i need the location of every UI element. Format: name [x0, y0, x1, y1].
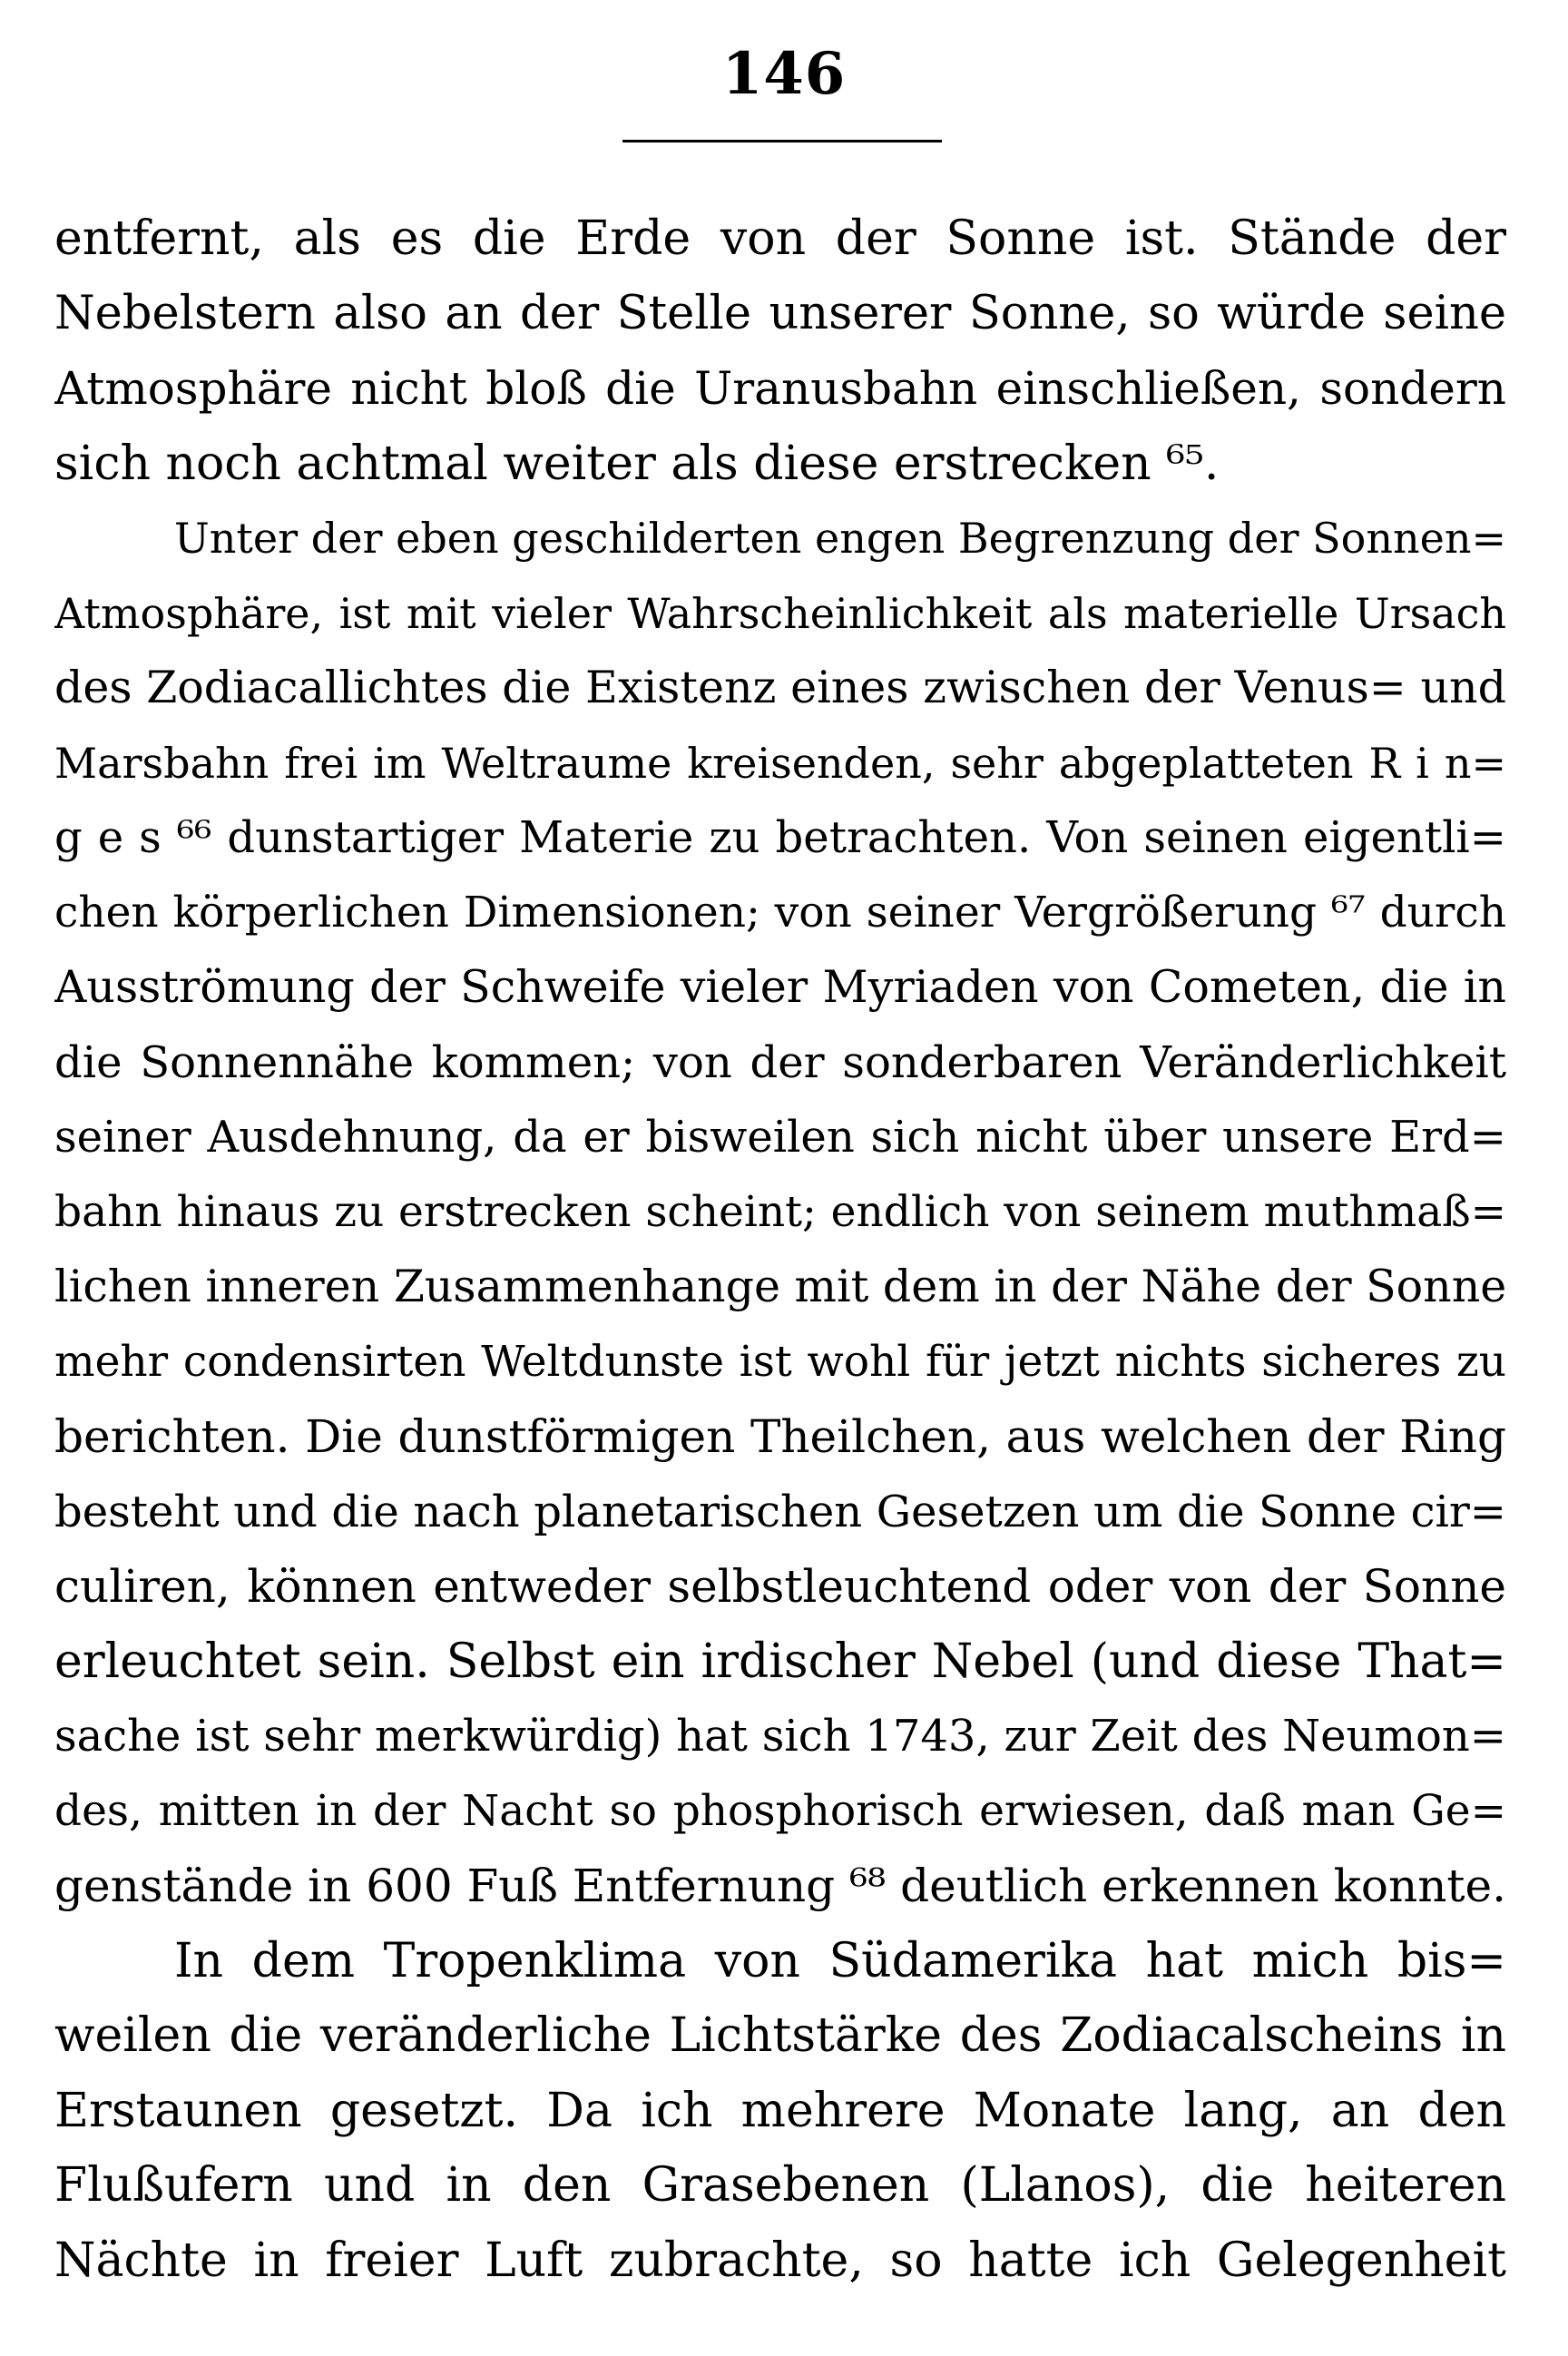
text-line: Marsbahn frei im Weltraume kreisenden, sehr abgeplatteten R i n= [54, 738, 1506, 788]
text-line: g e s ⁶⁶ dunstartiger Materie zu betrachten. Von seinen eigentli= [54, 812, 1506, 863]
text-line: Erstaunen gesetzt. Da ich mehrere Monate lang, an den [54, 2083, 1506, 2138]
text-line: Atmosphäre nicht bloß die Uranusbahn einschließen, sondern [54, 362, 1506, 415]
text-line: Flußufern und in den Grasebenen (Llanos), die heiteren [54, 2158, 1506, 2213]
text-line: bahn hinaus zu erstrecken scheint; endlich von seinem muthmaß= [54, 1186, 1506, 1237]
text-line: culiren, können entweder selbstleuchtend oder von der Sonne [54, 1560, 1506, 1613]
text-line: seiner Ausdehnung, da er bisweilen sich nicht über unsere Erd= [54, 1112, 1506, 1163]
text-line: die Sonnennähe kommen; von der sonderbaren Veränderlichkeit [54, 1036, 1506, 1088]
text-line: erleuchtet sein. Selbst ein irdischer Nebel (und diese That= [54, 1634, 1506, 1689]
page-number: 146 [721, 40, 847, 108]
text-line: Ausströmung der Schweife vieler Myriaden von Cometen, die in [54, 961, 1506, 1013]
text-line: Nebelstern also an der Stelle unserer Sonne, so würde seine [54, 286, 1506, 340]
text-line: des, mitten in der Nacht so phosphorisch erwiesen, daß man Ge= [54, 1785, 1506, 1836]
text-line: sich noch achtmal weiter als diese erstrecken ⁶⁵. [54, 436, 1220, 491]
text-line: berichten. Die dunstförmigen Theilchen, aus welchen der Ring [54, 1410, 1506, 1463]
text-line: chen körperlichen Dimensionen; von seiner Vergrößerung ⁶⁷ durch [54, 887, 1506, 937]
text-line: Atmosphäre, ist mit vieler Wahrscheinlichkeit als materielle Ursach [54, 588, 1506, 638]
text-line: des Zodiacallichtes die Existenz eines zwischen der Venus= und [54, 662, 1506, 713]
header-rule [622, 140, 942, 142]
text-line: sache ist sehr merkwürdig) hat sich 1743, zur Zeit des Neumon= [54, 1711, 1506, 1762]
text-line: lichen inneren Zusammenhange mit dem in der Nähe der Sonne [54, 1261, 1506, 1312]
text-line: weilen die veränderliche Lichtstärke des Zodiacalscheins in [54, 2008, 1506, 2063]
text-line: mehr condensirten Weltdunste ist wohl für jetzt nichts sicheres zu [54, 1336, 1506, 1387]
text-line: Nächte in freier Luft zubrachte, so hatte ich Gelegenheit [54, 2233, 1506, 2288]
text-line: besteht und die nach planetarischen Gesetzen um die Sonne cir= [54, 1486, 1506, 1537]
text-line: Unter der eben geschilderten engen Begrenzung der Sonnen= [174, 514, 1506, 563]
text-line: entfernt, als es die Erde von der Sonne ist. Stände der [54, 211, 1506, 266]
text-line: genstände in 600 Fuß Entfernung ⁶⁸ deutlich erkennen konnte. [54, 1860, 1506, 1912]
body-text [54, 201, 1506, 2298]
text-line: In dem Tropenklima von Südamerika hat mich bis= [174, 1933, 1506, 1988]
